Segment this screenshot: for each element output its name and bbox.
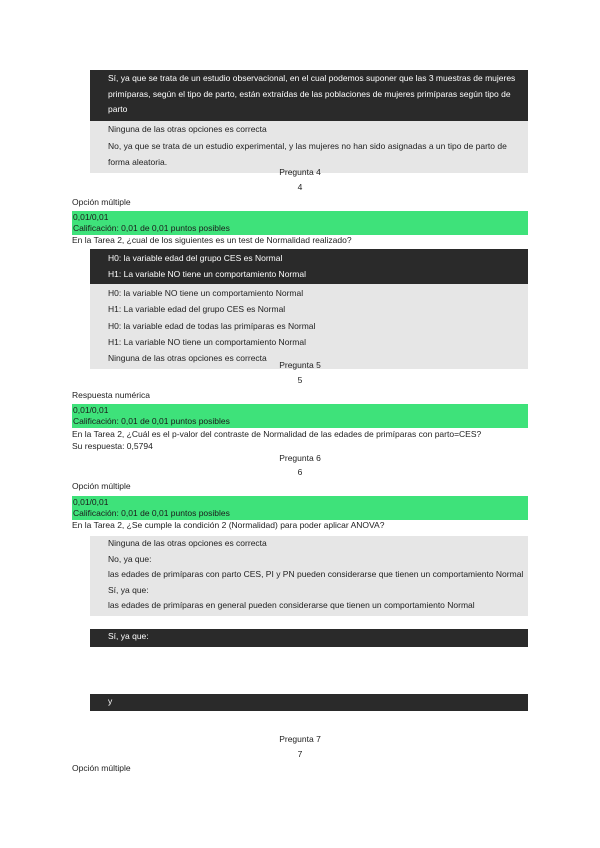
q4-option-3-h1: H1: La variable NO tiene un comportamiento Normal: [108, 336, 306, 347]
q4-option-1-h1: H1: La variable NO tiene un comportamiento Normal: [108, 268, 306, 279]
q6-option-3[interactable]: [90, 583, 528, 616]
q4-score-banner: [72, 211, 528, 235]
q6-option-2-line2: las edades de primíparas con parto CES, PI y PN pueden considerarse que tienen un comportamiento Normal: [108, 569, 524, 579]
q4-option-3[interactable]: [90, 319, 528, 350]
q6-option-2[interactable]: [90, 552, 528, 583]
q6-option-5-text: y: [108, 696, 113, 706]
q5-score-banner: [72, 404, 528, 428]
q7-number: 7: [297, 749, 303, 759]
q5-question: En la Tarea 2, ¿Cuál es el p-valor del contraste de Normalidad de las edades de primíparas con parto=CES?: [72, 429, 482, 439]
q6-question: En la Tarea 2, ¿Se cumple la condición 2 (Normalidad) para poder aplicar ANOVA?: [72, 520, 385, 530]
q3-option-2-text: Ninguna de las otras opciones es correcta: [108, 123, 267, 134]
q3-option-2[interactable]: [90, 121, 528, 139]
q6-header: Pregunta 6: [279, 453, 321, 463]
q6-option-4[interactable]: [90, 629, 528, 647]
q6-type: Opción múltiple: [72, 481, 131, 491]
q4-option-4-text: Ninguna de las otras opciones es correcta: [108, 353, 267, 363]
q6-option-1[interactable]: [90, 536, 528, 552]
q6-number: 6: [297, 467, 303, 477]
q6-option-2-line1: No, ya que:: [108, 553, 152, 564]
q4-grade: Calificación: 0,01 de 0,01 puntos posibles: [73, 223, 230, 233]
q6-grade: Calificación: 0,01 de 0,01 puntos posibles: [73, 508, 230, 518]
q4-option-3-h0: H0: la variable edad de todas las primíparas es Normal: [108, 321, 316, 331]
q4-option-2[interactable]: [90, 284, 528, 319]
q4-type: Opción múltiple: [72, 197, 131, 207]
q4-score: 0,01/0,01: [73, 212, 109, 222]
q5-type: Respuesta numérica: [72, 390, 150, 400]
q4-option-2-h1: H1: La variable edad del grupo CES es Normal: [108, 303, 286, 314]
q7-header: Pregunta 7: [279, 734, 321, 744]
q4-number: 4: [297, 182, 303, 192]
q5-score: 0,01/0,01: [73, 405, 109, 415]
q4-header: Pregunta 4: [279, 167, 321, 177]
q6-score: 0,01/0,01: [73, 497, 109, 507]
q4-options: [90, 249, 528, 369]
q3-option-1[interactable]: [90, 70, 528, 121]
q3-option-3-text: No, ya que se trata de un estudio experimental, y las mujeres no han sido asignadas a un tipo de parto de forma aleatoria.: [108, 141, 507, 167]
q6-option-3-line2: las edades de primíparas en general pueden considerarse que tienen un comportamiento Normal: [108, 600, 475, 610]
q6-score-banner: [72, 496, 528, 520]
q6-option-3-line1: Sí, ya que:: [108, 584, 149, 595]
q6-option-4-text: Sí, ya que:: [108, 631, 149, 641]
q4-option-1-h0: H0: la variable edad del grupo CES es Normal: [108, 253, 283, 263]
q6-option-5[interactable]: [90, 694, 528, 711]
q5-grade: Calificación: 0,01 de 0,01 puntos posibles: [73, 416, 230, 426]
q4-option-2-h0: H0: la variable NO tiene un comportamiento Normal: [108, 288, 304, 298]
q6-option-1-text: Ninguna de las otras opciones es correcta: [108, 538, 267, 548]
q5-number: 5: [297, 375, 303, 385]
q6-options: [90, 536, 528, 616]
q7-type: Opción múltiple: [72, 763, 131, 773]
q5-answer: Su respuesta: 0,5794: [72, 441, 153, 451]
q3-option-1-text: Sí, ya que se trata de un estudio observacional, en el cual podemos suponer que las 3 muestras de mujeres primíparas, según el tipo de parto, están extraídas de las poblaciones de mujeres primíparas según tipo de parto: [108, 73, 516, 114]
q4-question: En la Tarea 2, ¿cual de los siguientes es un test de Normalidad realizado?: [72, 235, 352, 245]
q5-header: Pregunta 5: [279, 360, 321, 370]
q4-option-1[interactable]: [90, 249, 528, 284]
q3-options: [90, 70, 528, 173]
